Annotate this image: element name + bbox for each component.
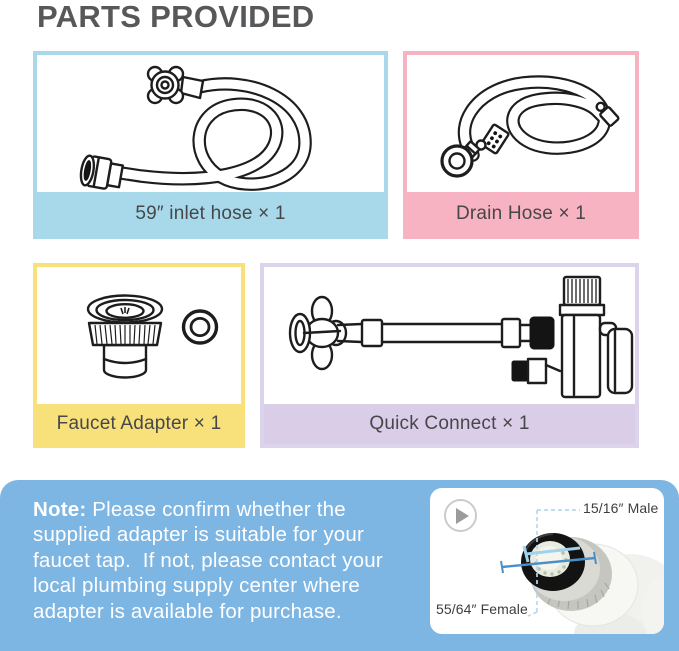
inlet-hose-end-nut bbox=[79, 155, 124, 191]
connect-tube bbox=[338, 319, 532, 347]
note-text: Note: Please confirm whether the supplied adapter is suitable for your faucet tap. If not, please contact your local plumbing supply center where adapter is available for purchase. bbox=[33, 498, 383, 623]
inlet-hose-faucet-nut bbox=[148, 67, 183, 103]
part-label-drain-hose: Drain Hose × 1 bbox=[407, 192, 635, 235]
part-panel-inlet-hose bbox=[33, 51, 388, 239]
faucet-adapter-drawing bbox=[37, 267, 241, 404]
drain-hose-ribbed-sleeve bbox=[481, 124, 509, 154]
drain-hose-drawing bbox=[407, 55, 635, 192]
drain-hose-line-art bbox=[407, 55, 635, 192]
part-panel-quick-connect bbox=[260, 263, 639, 448]
knurled-cap bbox=[564, 277, 600, 305]
male-size-label: 15/16″ Male bbox=[583, 500, 659, 516]
compression-nut bbox=[530, 317, 554, 349]
adapter-size-figure bbox=[430, 488, 664, 634]
part-panel-faucet-adapter bbox=[33, 263, 245, 448]
quick-connect-drawing bbox=[264, 267, 635, 404]
inlet-hose-drawing bbox=[37, 55, 384, 192]
note-label: Note: bbox=[33, 498, 87, 521]
part-label-faucet-adapter: Faucet Adapter × 1 bbox=[37, 404, 241, 444]
adapter-washer bbox=[184, 311, 217, 343]
female-measure-line bbox=[501, 552, 596, 573]
quick-connect-line-art bbox=[264, 267, 635, 404]
page-title: PARTS PROVIDED bbox=[37, 0, 315, 34]
adapter-body bbox=[88, 296, 162, 378]
play-arrow-triangle bbox=[456, 508, 469, 524]
drain-hose-eye-ring bbox=[442, 146, 472, 176]
inlet-hose-line-art bbox=[37, 55, 384, 192]
part-label-quick-connect: Quick Connect × 1 bbox=[264, 404, 635, 444]
female-size-label: 55/64″ Female bbox=[436, 601, 528, 617]
side-outlet bbox=[512, 359, 560, 383]
cross-knob bbox=[290, 297, 346, 369]
part-panel-drain-hose bbox=[403, 51, 639, 239]
play-arrow-icon bbox=[444, 499, 477, 532]
valve-body bbox=[560, 277, 632, 397]
note-section bbox=[0, 480, 679, 651]
part-label-inlet-hose: 59″ inlet hose × 1 bbox=[37, 192, 384, 235]
faucet-adapter-line-art bbox=[37, 267, 241, 404]
